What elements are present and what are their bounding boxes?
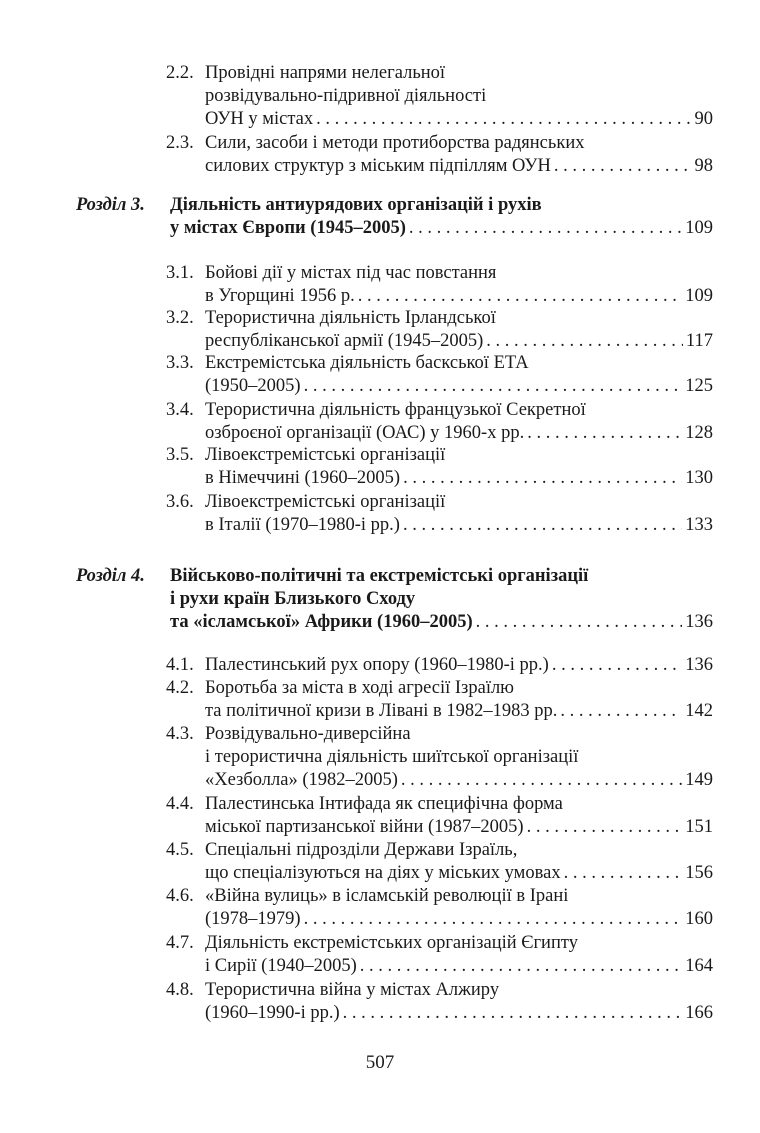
toc-entry-page: 109 — [685, 286, 713, 306]
toc-entry-title-line: Лівоекстремістські організації — [205, 492, 446, 512]
toc-entry-page: 130 — [685, 468, 713, 488]
dot-leader — [527, 816, 683, 839]
toc-entry-page: 166 — [685, 1003, 713, 1023]
toc-entry-title-line: (1950–2005) — [205, 376, 301, 396]
toc-entry-number: Розділ 3. — [76, 195, 145, 215]
toc-entry-number: 4.3. — [166, 724, 194, 744]
toc-entry-number: 3.4. — [166, 400, 194, 420]
toc-entry-title-line: озброєної організації (ОАС) у 1960-х рр. — [205, 423, 525, 443]
toc-entry-page: 128 — [685, 423, 713, 443]
toc-entry-page: 117 — [685, 331, 713, 351]
dot-leader — [552, 654, 682, 677]
toc-entry-title-line: Екстремістська діяльність баскської ЕТА — [205, 353, 529, 373]
toc-entry-title-line: республіканської армії (1945–2005) — [205, 331, 484, 351]
toc-entry-title-line: міської партизанської війни (1987–2005) — [205, 817, 524, 837]
toc-entry-title-line: і Сирії (1940–2005) — [205, 956, 357, 976]
dot-leader — [316, 108, 691, 131]
dot-leader — [304, 375, 683, 398]
toc-entry-title-line: Розвідувально-диверсійна — [205, 724, 411, 744]
toc-entry-number: 4.2. — [166, 678, 194, 698]
toc-entry-title-line: та «ісламської» Африки (1960–2005) — [170, 612, 473, 632]
toc-entry-title-line: Діяльність екстремістських організацій Єгипту — [205, 933, 578, 953]
toc-entry-page: 90 — [694, 109, 713, 129]
toc-entry-number: 4.8. — [166, 980, 194, 1000]
toc-entry-page: 151 — [685, 817, 713, 837]
toc-entry-title-line: розвідувально-підривної діяльності — [205, 86, 487, 106]
toc-entry-title-line: Бойові дії у містах під час повстання — [205, 263, 497, 283]
toc-entry-title-line: силових структур з міським підпіллям ОУН — [205, 156, 551, 176]
toc-entry-title-line: ОУН у містах — [205, 109, 314, 129]
toc-entry-number: 3.6. — [166, 492, 194, 512]
toc-entry-page: 109 — [685, 218, 713, 238]
toc-entry-page: 164 — [685, 956, 713, 976]
toc-entry-title-line: «Війна вулиць» в ісламській революції в Ірані — [205, 886, 569, 906]
toc-entry-page: 156 — [685, 863, 713, 883]
toc-entry-page: 142 — [685, 701, 713, 721]
toc-entry-number: 2.3. — [166, 133, 194, 153]
toc-entry-number: 2.2. — [166, 63, 194, 83]
toc-entry-title-line: що спеціалізуються на діях у міських умовах — [205, 863, 561, 883]
toc-entry-title-line: (1960–1990-і рр.) — [205, 1003, 340, 1023]
toc-entry-title-line: Військово-політичні та екстремістські організації — [170, 566, 589, 586]
toc-entry-number: 3.5. — [166, 445, 194, 465]
toc-entry-title-line: у містах Європи (1945–2005) — [170, 218, 406, 238]
toc-entry-number: 4.1. — [166, 655, 194, 675]
toc-entry-page: 136 — [685, 612, 713, 632]
dot-leader — [560, 700, 682, 723]
toc-entry-page: 125 — [685, 376, 713, 396]
toc-entry-title-line: в Німеччині (1960–2005) — [205, 468, 401, 488]
toc-entry-number: 3.3. — [166, 353, 194, 373]
toc-entry-page: 98 — [694, 156, 713, 176]
toc-entry-title-line: «Хезболла» (1982–2005) — [205, 770, 398, 790]
toc-entry-title-line: і рухи країн Близького Сходу — [170, 589, 416, 609]
toc-entry-title-line: в Італії (1970–1980-і рр.) — [205, 515, 400, 535]
toc-entry-title-line: (1978–1979) — [205, 909, 301, 929]
toc-entry-title-line: Боротьба за міста в ході агресії Ізраїлю — [205, 678, 515, 698]
toc-entry-number: 3.2. — [166, 308, 194, 328]
dot-leader — [403, 514, 682, 537]
toc-entry-page: 133 — [685, 515, 713, 535]
dot-leader — [360, 955, 683, 978]
toc-entry-number: 4.7. — [166, 933, 194, 953]
toc-entry-title-line: Терористична війна у містах Алжиру — [205, 980, 500, 1000]
toc-entry-title-line: та політичної кризи в Лівані в 1982–1983 рр. — [205, 701, 558, 721]
dot-leader — [527, 422, 682, 445]
toc-entry-number: 4.4. — [166, 794, 194, 814]
toc-entry-page: 149 — [685, 770, 713, 790]
toc-entry-title-line: Спеціальні підрозділи Держави Ізраїль, — [205, 840, 518, 860]
toc-entry-number: Розділ 4. — [76, 566, 145, 586]
toc-entry-title-line: Лівоекстремістські організації — [205, 445, 446, 465]
toc-entry-title-line: Терористична діяльність французької Секретної — [205, 400, 586, 420]
dot-leader — [564, 862, 683, 885]
toc-entry-page: 136 — [685, 655, 713, 675]
dot-leader — [409, 217, 682, 240]
toc-entry-title-line: Палестинський рух опору (1960–1980-і рр.) — [205, 655, 549, 675]
dot-leader — [476, 611, 683, 634]
dot-leader — [403, 467, 682, 490]
toc-entry-number: 4.5. — [166, 840, 194, 860]
toc-entry-title-line: Сили, засоби і методи протиборства радянських — [205, 133, 585, 153]
page-number: 507 — [365, 1052, 395, 1073]
toc-entry-title-line: в Угорщині 1956 р. — [205, 286, 355, 306]
toc-entry-title-line: Палестинська Інтифада як специфічна форма — [205, 794, 563, 814]
dot-leader — [358, 285, 682, 308]
dot-leader — [554, 155, 692, 178]
toc-entry-page: 160 — [685, 909, 713, 929]
toc-entry-title-line: Провідні напрями нелегальної — [205, 63, 446, 83]
dot-leader — [343, 1002, 683, 1025]
toc-entry-title-line: Терористична діяльність Ірландської — [205, 308, 496, 328]
toc-entry-title-line: і терористична діяльність шиїтської організації — [205, 747, 579, 767]
dot-leader — [486, 330, 683, 353]
dot-leader — [304, 908, 683, 931]
dot-leader — [401, 769, 682, 792]
toc-entry-number: 3.1. — [166, 263, 194, 283]
toc-entry-title-line: Діяльність антиурядових організацій і рухів — [170, 195, 542, 215]
toc-entry-number: 4.6. — [166, 886, 194, 906]
